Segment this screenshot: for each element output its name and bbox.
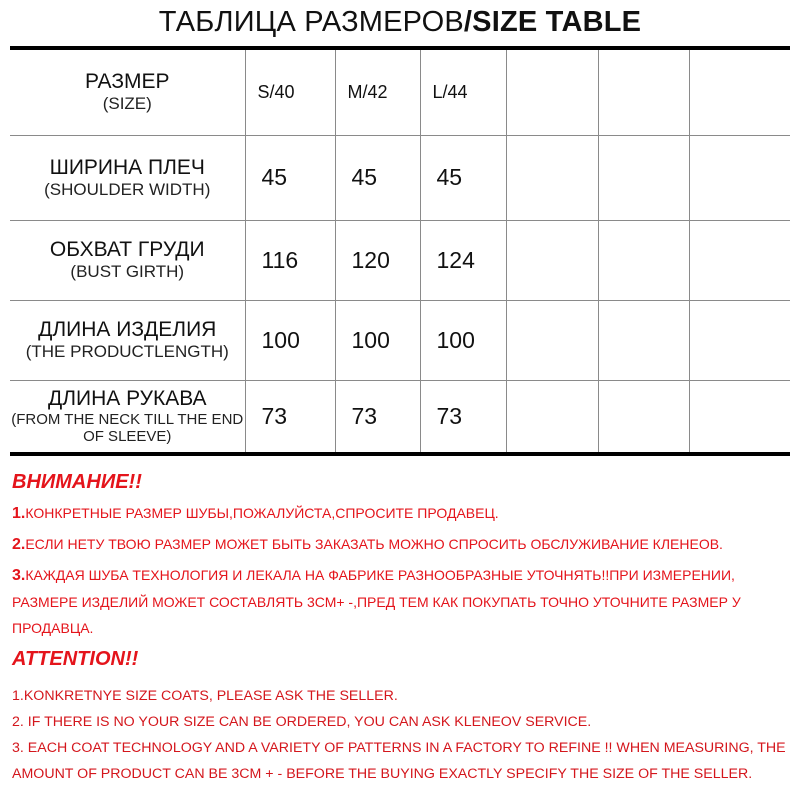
table-cell <box>689 50 790 135</box>
notice-ru-item-text: КОНКРЕТНЫЕ РАЗМЕР ШУБЫ,ПОЖАЛУЙСТА,СПРОСИТЕ ПРОДАВЕЦ. <box>25 505 499 521</box>
row-header-ru: ДЛИНА РУКАВА <box>47 387 207 411</box>
table-cell: 45 <box>420 135 506 220</box>
table-cell <box>598 220 689 300</box>
table-cell: 73 <box>335 380 420 452</box>
row-header-en: (FROM THE NECK TILL THE END OF SLEEVE) <box>11 411 244 446</box>
notice-en-item: 3. EACH COAT TECHNOLOGY AND A VARIETY OF PATTERNS IN A FACTORY TO REFINE !! WHEN MEASURING, THE AMOUNT OF PRODUCT CAN BE 3CM + - BEFORE THE BUYING EXACTLY SPECIFY THE SIZE OF THE SELLER. <box>12 740 786 782</box>
notice-section <box>12 468 792 787</box>
notice-ru-item-number: 2. <box>12 536 26 553</box>
row-header-en: (THE PRODUCTLENGTH) <box>25 342 229 361</box>
table-cell: 45 <box>335 135 420 220</box>
row-header <box>10 220 245 300</box>
table-cell: 124 <box>420 220 506 300</box>
table-row <box>10 380 790 452</box>
table-cell: 45 <box>245 135 335 220</box>
row-header-ru: ШИРИНА ПЛЕЧ <box>49 155 205 179</box>
bottom-rule <box>10 452 790 456</box>
table-cell: 120 <box>335 220 420 300</box>
table-row <box>10 300 790 380</box>
title-en: SIZE TABLE <box>472 6 642 38</box>
table-cell <box>506 220 598 300</box>
row-header <box>10 135 245 220</box>
table-cell <box>689 220 790 300</box>
row-header-en: (SHOULDER WIDTH) <box>44 179 211 199</box>
table-cell <box>598 50 689 135</box>
table-cell <box>689 380 790 452</box>
notice-ru-heading: ВНИМАНИЕ!! <box>12 471 142 493</box>
row-header <box>10 50 245 135</box>
notice-en-item: 2. IF THERE IS NO YOUR SIZE CAN BE ORDERED, YOU CAN ASK KLENEOV SERVICE. <box>12 714 592 730</box>
table-cell: 73 <box>420 380 506 452</box>
table-cell: 116 <box>245 220 335 300</box>
table-cell <box>506 50 598 135</box>
title-ru: ТАБЛИЦА РАЗМЕРОВ <box>158 6 464 38</box>
table-cell <box>506 380 598 452</box>
notice-ru-item <box>12 562 792 641</box>
table-cell <box>506 300 598 380</box>
size-table <box>10 50 790 452</box>
notice-ru-item <box>12 531 792 558</box>
row-header-en: (SIZE) <box>102 94 152 114</box>
table-row <box>10 135 790 220</box>
row-header-ru: ОБХВАТ ГРУДИ <box>49 238 205 261</box>
page-title <box>0 4 800 40</box>
row-header <box>10 380 245 452</box>
title-separator: / <box>463 6 473 38</box>
row-header-ru: РАЗМЕР <box>84 70 170 94</box>
notice-ru-item <box>12 500 792 527</box>
row-header-en: (BUST GIRTH) <box>70 262 185 281</box>
notice-ru-item-number: 1. <box>12 505 26 522</box>
notice-ru-item-number: 3. <box>12 567 26 584</box>
table-cell: 100 <box>335 300 420 380</box>
table-cell: 100 <box>245 300 335 380</box>
table-cell <box>598 135 689 220</box>
row-header-ru: ДЛИНА ИЗДЕЛИЯ <box>38 318 217 341</box>
notice-en-heading: ATTENTION!! <box>12 648 139 670</box>
row-header <box>10 300 245 380</box>
table-cell: M/42 <box>335 50 420 135</box>
notice-ru-item-text: ЕСЛИ НЕТУ ТВОЮ РАЗМЕР МОЖЕТ БЫТЬ ЗАКАЗАТЬ МОЖНО СПРОСИТЬ ОБСЛУЖИВАНИЕ КЛЕНЕОВ. <box>25 536 723 552</box>
table-cell <box>689 135 790 220</box>
table-cell: S/40 <box>245 50 335 135</box>
notice-en-item: 1.KONKRETNYE SIZE COATS, PLEASE ASK THE SELLER. <box>12 688 398 704</box>
table-cell <box>598 300 689 380</box>
table-cell: 100 <box>420 300 506 380</box>
table-cell <box>506 135 598 220</box>
table-row <box>10 220 790 300</box>
table-cell: 73 <box>245 380 335 452</box>
table-cell <box>598 380 689 452</box>
table-row <box>10 50 790 135</box>
notice-ru-item-text: КАЖДАЯ ШУБА ТЕХНОЛОГИЯ И ЛЕКАЛА НА ФАБРИКЕ РАЗНООБРАЗНЫЕ УТОЧНЯТЬ!!ПРИ ИЗМЕРЕНИИ, РАЗМЕРЕ ИЗДЕЛИЙ МОЖЕТ СОСТАВЛЯТЬ 3СМ+ -,ПРЕД ТЕМ КАК ПОКУПАТЬ ТОЧНО УТОЧНИТЕ РАЗМЕР У ПРОДАВЦА. <box>12 567 741 636</box>
table-cell <box>689 300 790 380</box>
table-cell: L/44 <box>420 50 506 135</box>
